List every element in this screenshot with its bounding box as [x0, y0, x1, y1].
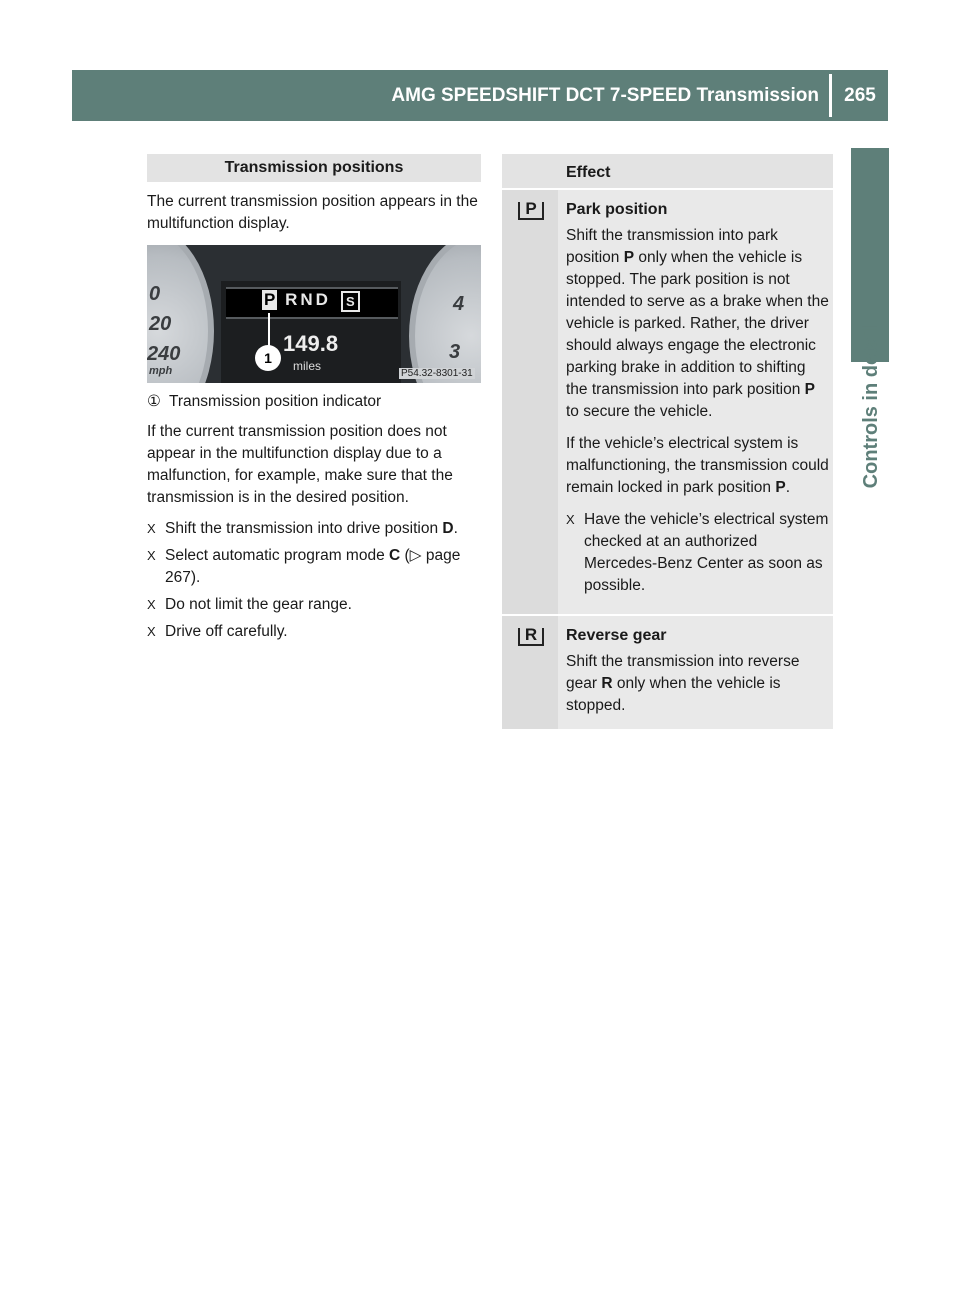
- tachometer-gauge: [409, 245, 481, 383]
- instruction-step: X Shift the transmission into drive position D.: [147, 518, 481, 540]
- row-paragraph: If the vehicle’s electrical system is malfunctioning, the transmission could remain locked in park position P.: [566, 435, 829, 496]
- odometer-readout: 149.8: [283, 331, 339, 356]
- legend-number: ①: [147, 393, 161, 410]
- legend-text: Transmission position indicator: [169, 393, 382, 410]
- figure-legend: [147, 391, 481, 413]
- reverse-gear-icon: R: [518, 628, 544, 646]
- gear-letters: RND: [285, 290, 331, 309]
- instruction-step: X Have the vehicle’s electrical system checked at an authorized Mercedes-Benz Center as soon as possible.: [566, 511, 829, 594]
- instruction-step: X Do not limit the gear range.: [147, 594, 481, 616]
- effect-column-header: Effect: [566, 164, 611, 181]
- body-paragraph: If the current transmission position does not appear in the multifunction display due to a malfunction, for example, make sure that the transmission is in the desired position.: [147, 423, 453, 506]
- gauge-number: 240: [147, 343, 181, 365]
- gauge-unit: mph: [149, 365, 173, 377]
- row-title: Park position: [566, 201, 668, 218]
- figure-code: P54.32-8301-31: [401, 368, 473, 379]
- callout-line: [268, 313, 270, 347]
- selected-gear: P: [264, 290, 276, 309]
- instrument-cluster-figure: [147, 245, 481, 383]
- effect-cell: [558, 190, 833, 614]
- odometer-unit: miles: [293, 359, 322, 373]
- step-arrow-icon: X: [147, 597, 156, 612]
- row-paragraph: Shift the transmission into reverse gear R only when the vehicle is stopped.: [566, 653, 800, 714]
- header-bar: [72, 70, 888, 121]
- step-arrow-icon: X: [147, 624, 156, 639]
- drive-program-indicator: S: [341, 291, 360, 312]
- instruction-step: X Select automatic program mode C (▷ page 267).: [147, 547, 461, 586]
- symbol-cell: [502, 190, 558, 614]
- table-row-reverse: [502, 616, 833, 731]
- park-gear-icon: P: [518, 202, 544, 220]
- instruction-step: X Drive off carefully.: [147, 621, 481, 643]
- page-number: 265: [844, 85, 876, 106]
- intro-paragraph: The current transmission position appears in the multifunction display.: [147, 193, 478, 232]
- chapter-title: AMG SPEEDSHIFT DCT 7-SPEED Transmission: [391, 85, 819, 106]
- gauge-number: 4: [453, 293, 465, 315]
- table-row-park: [502, 190, 833, 616]
- gauge-number: 3: [449, 341, 461, 363]
- side-tab-label: Controls in detail: [860, 325, 882, 489]
- gauge-number: 0: [149, 283, 161, 305]
- step-arrow-icon: X: [566, 512, 575, 527]
- step-arrow-icon: X: [147, 521, 156, 536]
- step-arrow-icon: X: [147, 548, 156, 563]
- row-title: Reverse gear: [566, 627, 667, 644]
- effect-cell: [558, 616, 833, 729]
- row-paragraph: Shift the transmission into park position P only when the vehicle is stopped. The park position is not intended to serve as a brake when the vehicle is parked. Rather, the driver should always engage the electronic parking brake in addition to shifting the transmission into park position P to secure the vehicle.: [566, 227, 829, 420]
- gauge-number: 20: [149, 313, 172, 335]
- symbol-column-header: [502, 154, 558, 188]
- section-heading: Transmission positions: [147, 154, 481, 182]
- table-header: [502, 154, 833, 190]
- gear-effect-table: [502, 154, 833, 731]
- left-column: [147, 154, 481, 648]
- gear-indicator: [262, 290, 331, 310]
- symbol-cell: [502, 616, 558, 729]
- callout-marker: 1: [255, 345, 281, 371]
